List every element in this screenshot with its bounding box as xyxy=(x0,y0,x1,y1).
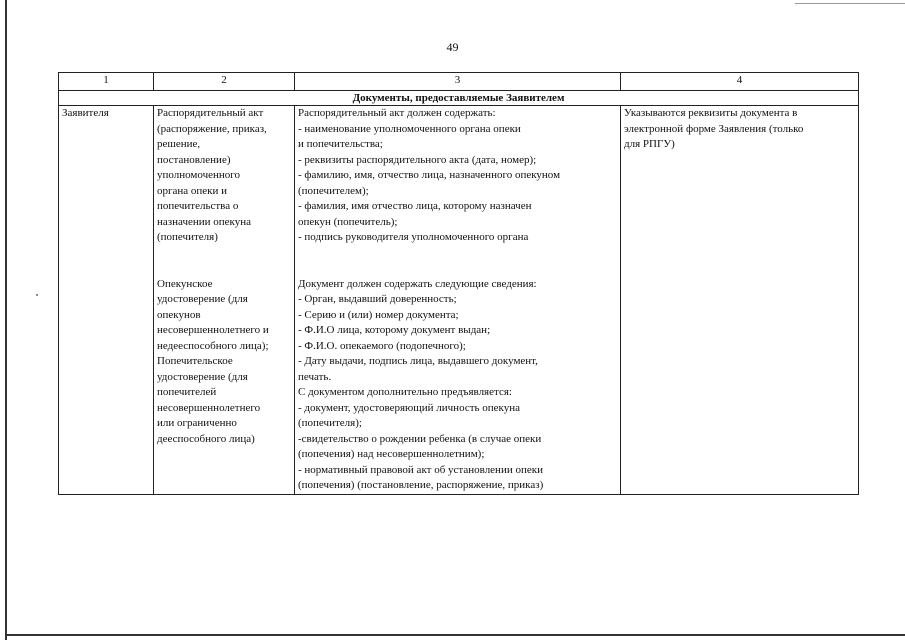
header-row xyxy=(59,73,859,91)
applicant-label: Заявителя xyxy=(62,107,109,119)
document-content-cell xyxy=(295,106,621,495)
page-number: 49 xyxy=(446,40,459,54)
page-border-left xyxy=(5,0,7,640)
requisites-note: Указываются реквизиты документа в электронной форме Заявления (только для РПГУ) xyxy=(624,107,804,150)
doc2-content: Документ должен содержать следующие сведения: - Орган, выдавший доверенность; - Серию и (или) номер документа; - Ф.И.О лица, которому документ выдан; - Ф.И.О. опекаемого (подопечного); - Дату выдачи, подпись лица, выдавшего документ, печать. С документом дополнительно предъявляется: - документ, удостоверяющий личность опекуна (попечителя); -свидетельство о рождении ребенка (в случае опеки (попечения) над несовершеннолетним); - нормативный правовой акт об установлении опеки (попечения) (постановление, распоряжение, приказ) xyxy=(298,277,544,491)
document-name-cell xyxy=(154,106,295,495)
section-title: Документы, предоставляемые Заявителем xyxy=(59,91,859,106)
column-header-1: 1 xyxy=(59,73,154,91)
doc2-name: Опекунское удостоверение (для опекунов несовершеннолетнего и недееспособного лица); Попечительское удостоверение (для попечителей несовершеннолетнего или ограниченно дееспособного лица) xyxy=(157,277,269,445)
column-header-2: 2 xyxy=(154,73,295,91)
doc1-content: Распорядительный акт должен содержать: - наименование уполномоченного органа опеки и попечительства; - реквизиты распорядительного акта (дата, номер); - фамилию, имя, отчество лица, назначенного опекуном (попечителем); - фамилия, имя отчество лица, которому назначен опекун (попечитель); - подпись руководителя уполномоченного органа xyxy=(298,107,561,243)
column-header-3: 3 xyxy=(295,73,621,91)
page-border-bottom xyxy=(5,634,905,636)
documents-table xyxy=(58,72,859,495)
table-row xyxy=(59,106,859,495)
doc1-name: Распорядительный акт (распоряжение, приказ, решение, постановление) уполномоченного органа опеки и попечительства о назначении опекуна (попечителя) xyxy=(157,107,267,243)
column-header-4: 4 xyxy=(621,73,859,91)
scan-dot xyxy=(36,294,38,296)
section-row xyxy=(59,91,859,106)
scan-mark xyxy=(795,3,905,4)
requisites-cell xyxy=(621,106,859,495)
applicant-cell xyxy=(59,106,154,495)
